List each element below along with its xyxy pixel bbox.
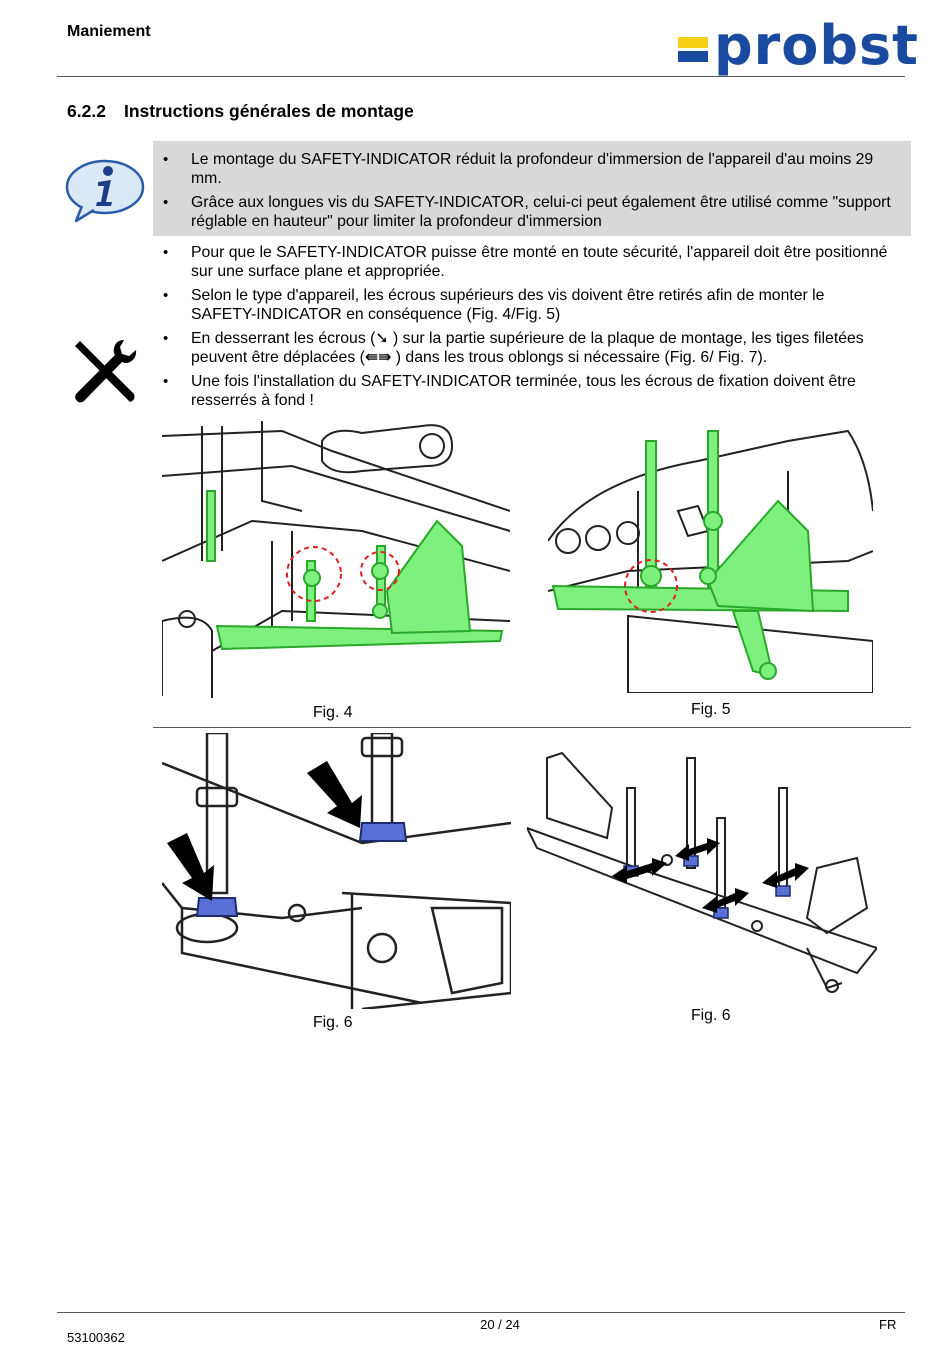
figure-4-image bbox=[162, 421, 510, 698]
caption-fig-5: Fig. 5 bbox=[691, 701, 731, 718]
info-bullet: • Le montage du SAFETY-INDICATOR réduit la profondeur d'immersion de l'appareil d'au moins 29 mm. bbox=[153, 150, 893, 188]
caption-fig-6-left: Fig. 6 bbox=[313, 1014, 353, 1031]
caption-fig-4: Fig. 4 bbox=[313, 704, 353, 721]
figure-5-image bbox=[548, 421, 873, 693]
language-code: FR bbox=[879, 1317, 897, 1332]
info-icon bbox=[64, 158, 146, 224]
section-heading bbox=[67, 101, 414, 122]
double-arrow-icon: ⇚⇛ bbox=[364, 349, 392, 366]
probst-logo bbox=[676, 14, 919, 77]
page-number: 20 / 24 bbox=[480, 1317, 520, 1332]
info-bullet: • Grâce aux longues vis du SAFETY-INDICATOR, celui-ci peut également être utilisé comme "support réglable en hauteur" pour limiter la profondeur d'immersion bbox=[153, 193, 893, 231]
tools-bullet-list bbox=[153, 243, 893, 415]
info-bullet-list bbox=[153, 150, 893, 236]
logo-bar-blue bbox=[678, 51, 708, 62]
logo-bar-yellow bbox=[678, 37, 708, 48]
diagonal-arrow-icon: ➘ bbox=[375, 330, 389, 347]
caption-fig-6-right: Fig. 6 bbox=[691, 1007, 731, 1024]
tools-bullet-nuts: • En desserrant les écrous (➘ ) sur la partie supérieure de la plaque de montage, les tiges filetées peuvent être déplacées (⇚⇛ ) dans les trous oblongs si nécessaire (Fig. 6/ Fig. 7). bbox=[153, 329, 893, 367]
tools-bullet: • Selon le type d'appareil, les écrous supérieurs des vis doivent être retirés afin de monter le SAFETY-INDICATOR en conséquence (Fig. 4/Fig. 5) bbox=[153, 286, 893, 324]
logo-wordmark: probst bbox=[714, 14, 919, 77]
document-number: 53100362 bbox=[67, 1330, 125, 1342]
header-divider bbox=[57, 76, 905, 77]
tools-bullet: • Pour que le SAFETY-INDICATOR puisse être monté en toute sécurité, l'appareil doit être positionné sur une surface plane et appropriée. bbox=[153, 243, 893, 281]
footer-divider bbox=[57, 1312, 905, 1313]
figure-divider bbox=[153, 727, 911, 728]
section-title: Instructions générales de montage bbox=[124, 101, 414, 121]
wrench-screwdriver-icon bbox=[70, 336, 140, 406]
header-section-title: Maniement bbox=[67, 23, 151, 40]
figure-6-left-image bbox=[162, 733, 511, 1009]
figure-6-right-image bbox=[527, 748, 877, 1000]
section-number: 6.2.2 bbox=[67, 101, 106, 121]
tools-bullet: • Une fois l'installation du SAFETY-INDICATOR terminée, tous les écrous de fixation doivent être resserrés à fond ! bbox=[153, 372, 893, 410]
